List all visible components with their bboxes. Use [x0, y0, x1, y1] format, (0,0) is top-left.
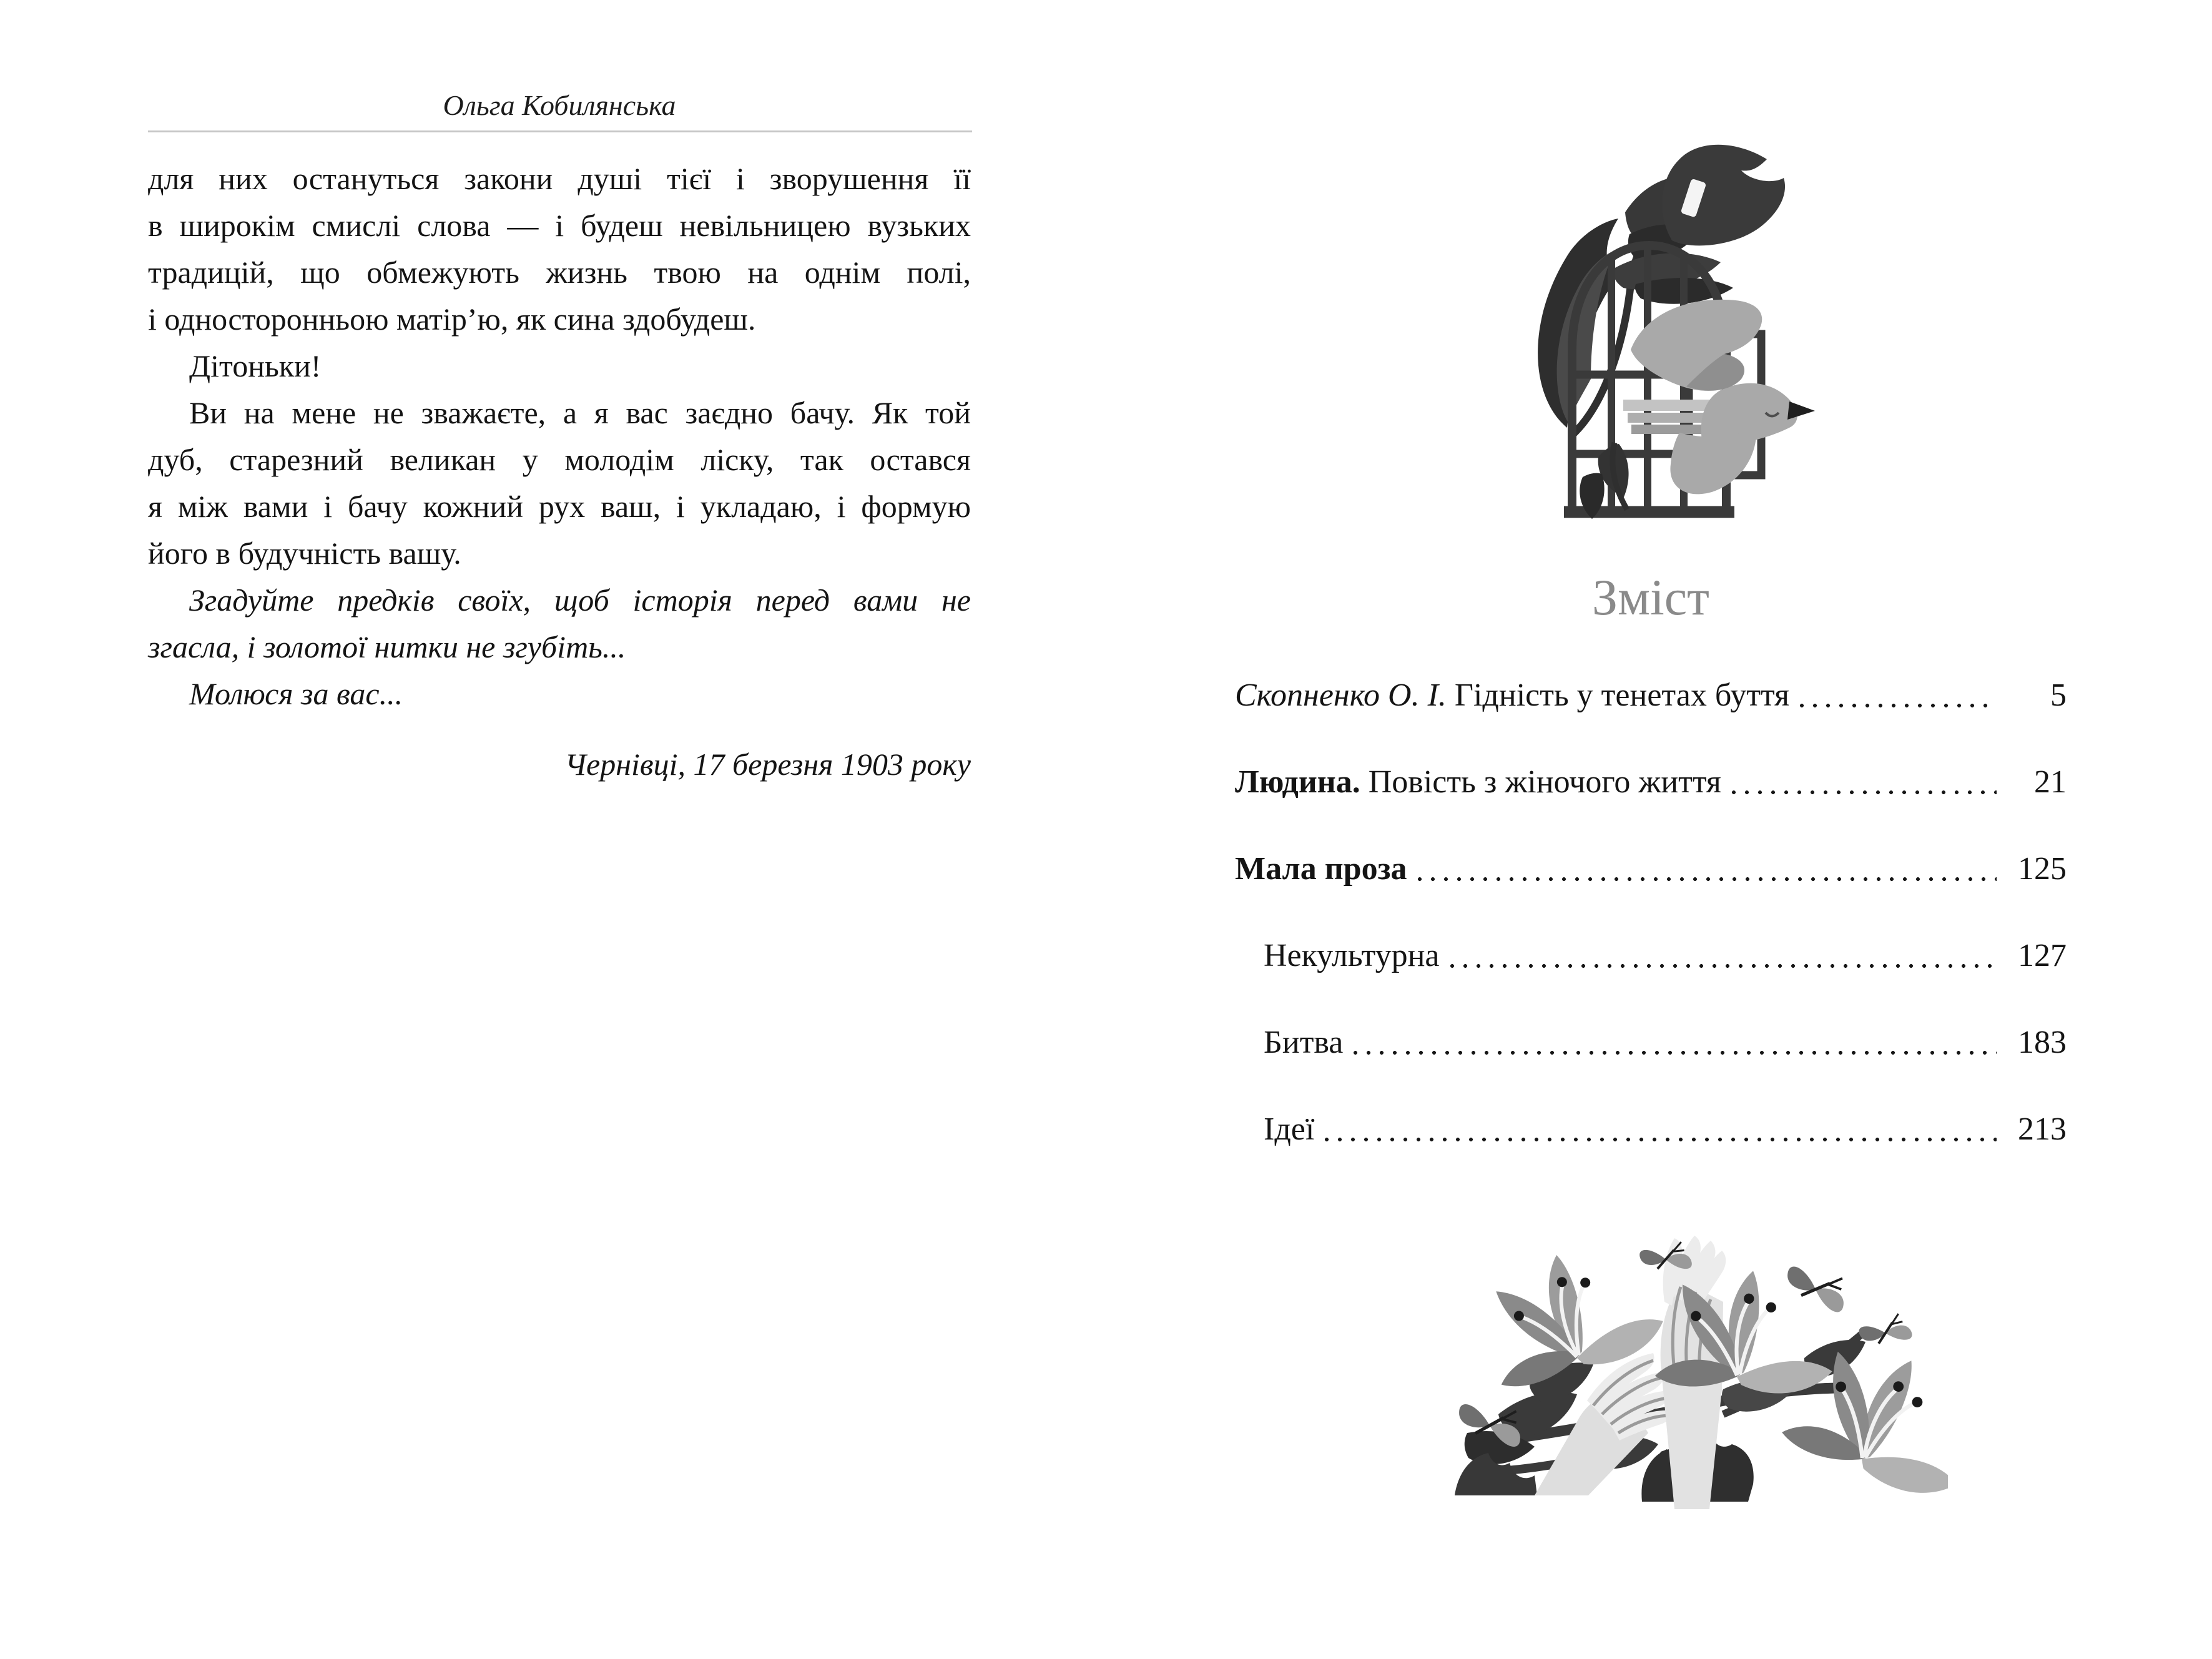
body-text-line: Ви на мене не зважаєте, а я вас заєдно бачу. Як той [189, 395, 971, 430]
toc-entry [1235, 763, 2067, 802]
body-text-line: його в будучність вашу. [148, 536, 461, 571]
toc-page-number: 125 [2018, 851, 2067, 887]
toc-entry [1235, 850, 2067, 889]
toc-dot-leader [1799, 703, 1997, 708]
body-text-line: згасла, і золотої нитки не згубіть... [148, 629, 626, 664]
running-header: Ольга Кобилянська [443, 89, 676, 121]
toc-page-number: 21 [2034, 764, 2067, 800]
body-text-line: Молюся за вас... [189, 676, 403, 711]
body-text-line: Згадуйте предків своїх, щоб історія перед вами не [189, 583, 971, 618]
toc-entry-label [1264, 1023, 1343, 1062]
body-text-line: і односторонньою матір’ю, як сина здобудеш. [148, 302, 756, 337]
toc-entry-label [1264, 937, 1440, 975]
toc-entry [1235, 676, 2067, 715]
toc-dot-leader [1353, 1050, 1997, 1055]
toc-heading: Зміст [1592, 569, 1709, 626]
toc-dot-leader [1417, 877, 1997, 882]
toc-entry-label-part: Некультурна [1264, 938, 1440, 973]
toc-entry-label-part: Скопненко О. І. [1235, 677, 1455, 713]
bird [1623, 300, 1815, 494]
body-text-line: традицій, що обмежують жизнь твою на однім полі, [148, 255, 971, 290]
hands-lilies-illustration [1455, 1227, 1948, 1514]
toc-page-number: 127 [2018, 938, 2067, 973]
toc-dot-leader [1450, 963, 1997, 968]
toc-page-number: 5 [2050, 677, 2067, 713]
body-text-line: для них остануться закони душі тієї і зворушення її [148, 161, 971, 196]
birdcage-illustration [1473, 134, 1923, 521]
toc-page-number: 213 [2018, 1111, 2067, 1147]
toc-entry-label-part: Гідність у тенетах буття [1454, 677, 1789, 713]
toc-entry [1235, 1023, 2067, 1062]
toc-entry-label-part: Ідеї [1264, 1111, 1315, 1147]
dragonfly-right [1781, 1265, 1849, 1313]
toc-entry-label-part: Повість з жіночого життя [1368, 764, 1721, 800]
body-text [148, 155, 971, 788]
toc-entry-label [1264, 1110, 1314, 1149]
toc-entry-label-part: Мала проза [1235, 851, 1407, 887]
toc-entry-label [1235, 763, 1721, 802]
calla-lily [1662, 145, 1785, 246]
body-text-line: дуб, старезний великан у молодім ліску, так остався [148, 442, 971, 477]
toc-entry-label-part: Битва [1264, 1025, 1344, 1060]
toc-entry [1235, 937, 2067, 975]
bird-lower-wing [1670, 428, 1756, 494]
toc-dot-leader [1731, 790, 1997, 795]
body-text-line: Дітоньки! [189, 348, 322, 383]
butterfly-right [1857, 1312, 1914, 1354]
lily-right [1779, 1324, 1948, 1512]
body-text-line: я між вами і бачу кожний рух ваш, і укладаю, і формую [148, 489, 971, 524]
toc-page-number: 183 [2018, 1025, 2067, 1060]
dateline: Чернівці, 17 березня 1903 року [564, 747, 971, 782]
body-text-line: в широкім смислі слова — і будеш невільницею вузьких [148, 208, 971, 243]
toc-entry-label [1235, 676, 1789, 715]
bird-beak [1787, 401, 1815, 420]
header-rule [148, 130, 972, 132]
toc-entry [1235, 1110, 2067, 1149]
toc-entry-label-part: Людина. [1235, 764, 1369, 800]
toc-entry-label [1235, 850, 1407, 889]
toc [1235, 676, 2067, 1197]
toc-dot-leader [1324, 1137, 1997, 1142]
